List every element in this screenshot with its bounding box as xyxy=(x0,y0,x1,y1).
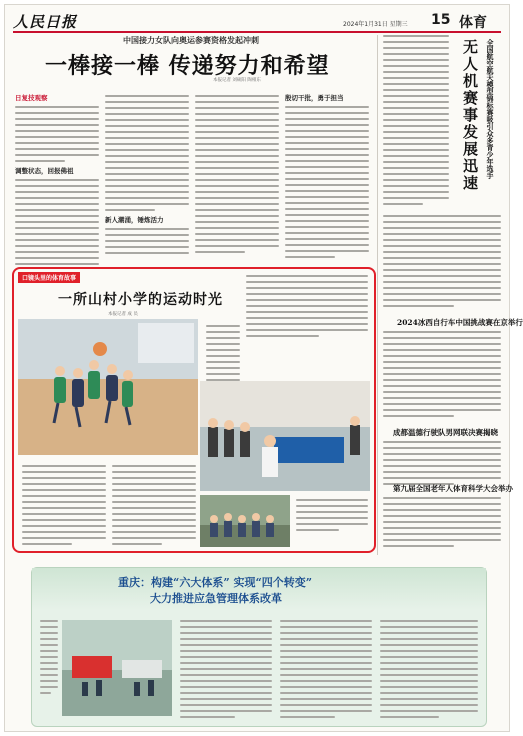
lead-column-3 xyxy=(195,95,279,257)
lead-subhead-1: 日复技观察 xyxy=(15,94,48,102)
feature-caption xyxy=(296,499,368,535)
section-name: 体育 xyxy=(459,15,487,31)
feature-title: 一所山村小学的运动时光 xyxy=(58,292,223,308)
right-column-text xyxy=(383,35,449,209)
dateline: 2024年1月31日 星期三 xyxy=(343,21,408,28)
right-headline-block xyxy=(457,39,495,192)
advertorial-title-line2: 大力推进应急管理体系改革 xyxy=(150,592,282,605)
lead-subhead-4: 殷切干批，勇于担当 xyxy=(285,94,344,102)
photo-feature-box xyxy=(12,267,376,553)
side-story-3-text xyxy=(383,497,501,551)
newspaper-logo: 人民日报 xyxy=(13,13,78,31)
side-story-2-text xyxy=(383,441,501,489)
feature-tag: 口镜头里的体育故事 xyxy=(18,272,80,283)
lead-column-1 xyxy=(15,89,99,275)
column-divider xyxy=(377,35,378,555)
feature-text-col-2 xyxy=(112,465,196,549)
advertorial-text-col-3 xyxy=(380,620,478,722)
feature-text-col-1 xyxy=(22,465,106,549)
advertorial-text-col-1 xyxy=(180,620,272,722)
newspaper-page xyxy=(4,4,523,732)
lead-subhead-2: 调整状态，回报佛祖 xyxy=(15,167,74,175)
table-tennis-photo xyxy=(200,381,370,491)
feature-text-top xyxy=(246,275,368,341)
masthead xyxy=(13,11,501,33)
lead-kicker: 中国接力女队向奥运参赛资格发起冲刺 xyxy=(123,35,259,45)
right-column-text-2 xyxy=(383,215,501,311)
bottom-advertorial xyxy=(31,567,487,727)
right-headline: 无人机赛事发展迅速 xyxy=(461,39,479,192)
group-photo xyxy=(200,495,290,547)
advertorial-text-col-2 xyxy=(280,620,372,722)
lead-byline: 本报记者 刘硕阳 陶相东 xyxy=(213,78,261,83)
advertorial-title-line1: 重庆：构建“六大体系” 实现“四个转变” xyxy=(118,576,313,589)
feature-byline: 本报记者 成 员 xyxy=(108,312,138,317)
lead-column-4 xyxy=(285,89,369,262)
advertorial-text-col-0 xyxy=(40,620,58,698)
side-headline-3: 第九届全国老年人体育科学大会举办 xyxy=(393,484,513,493)
emergency-drill-photo xyxy=(62,620,172,716)
side-headline-1: 2024冰西自行车中国挑战赛在京举行 xyxy=(397,318,523,327)
page-number: 15 xyxy=(431,12,451,28)
basketball-photo xyxy=(18,319,198,455)
side-story-1-text xyxy=(383,331,501,421)
lead-subhead-3: 新人潮涌，锤炼活力 xyxy=(105,216,164,224)
lead-headline: 一棒接一棒 传递努力和希望 xyxy=(45,53,330,79)
lead-column-2 xyxy=(105,95,189,258)
side-headline-2: 成都温德行驶队男网联决赛揭晓 xyxy=(393,428,498,437)
right-kicker: 全国航空航天模型锦标赛吸引众多青少年选手 xyxy=(486,39,495,179)
